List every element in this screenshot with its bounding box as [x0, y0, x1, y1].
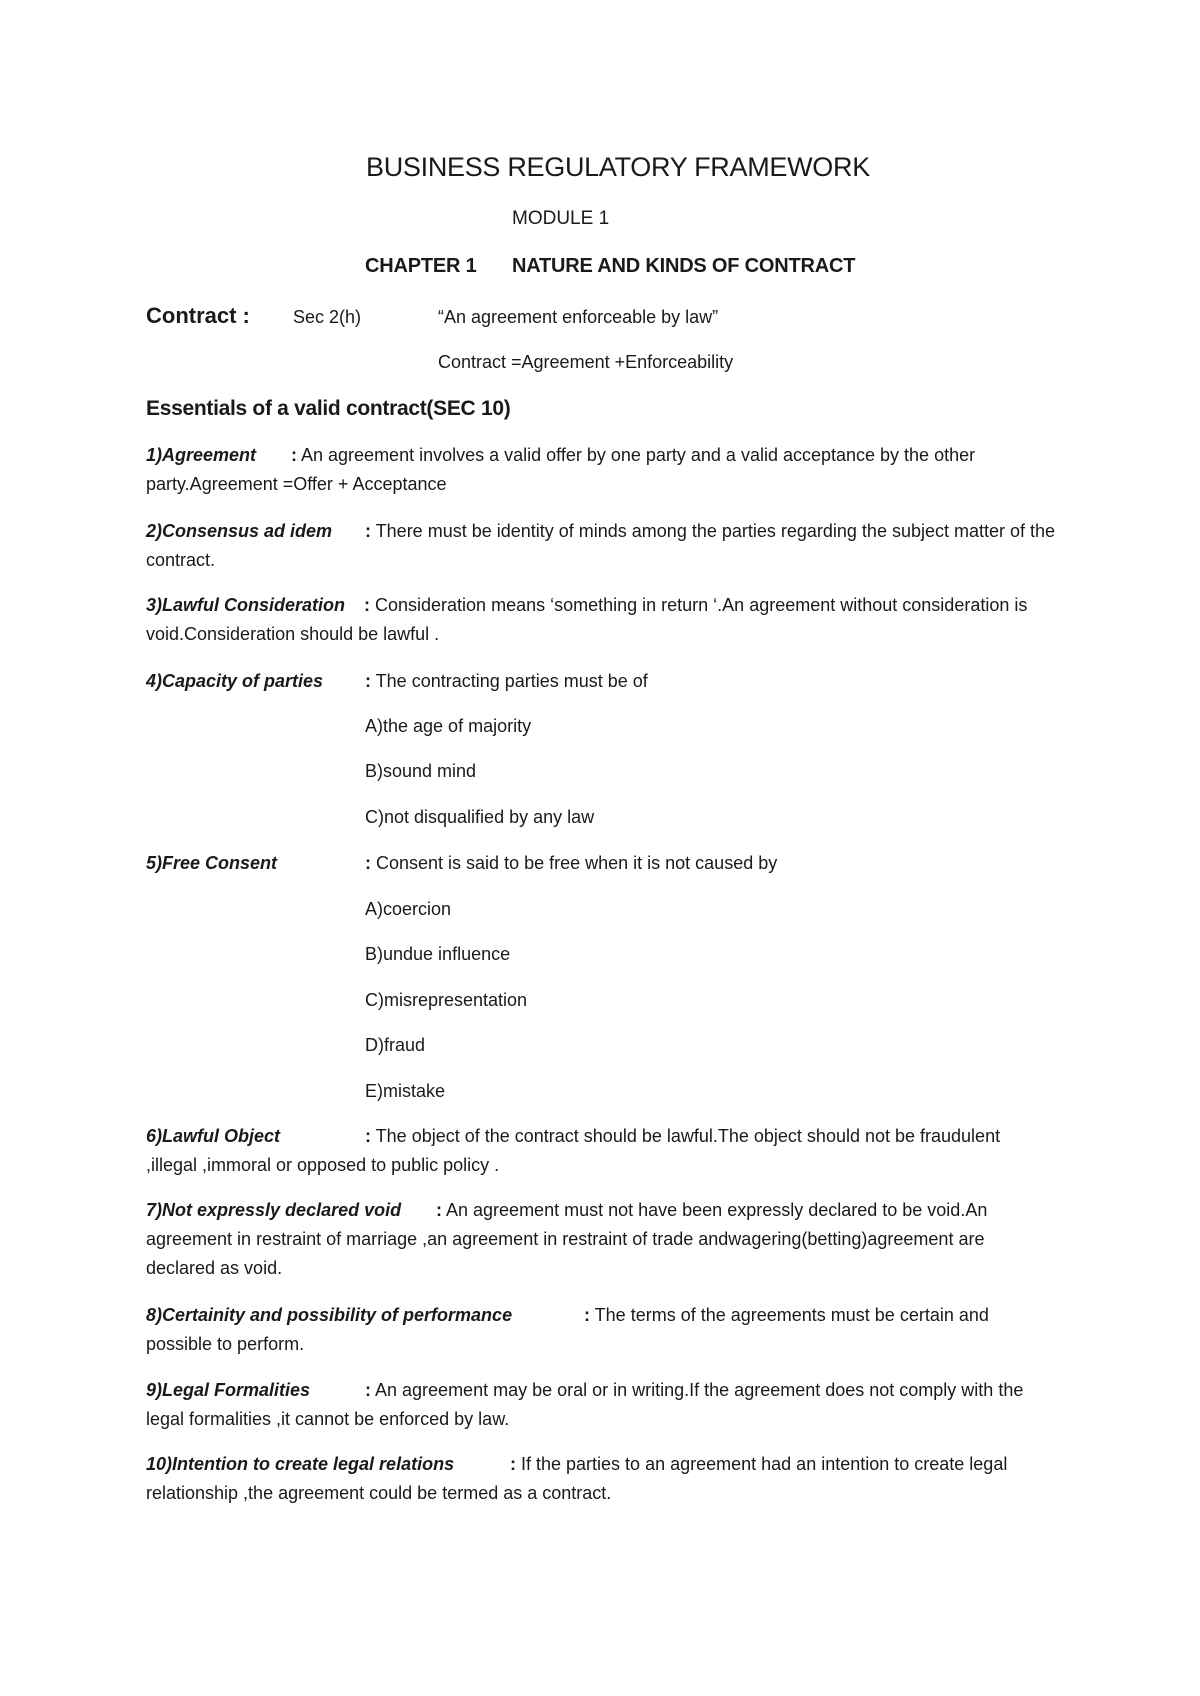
consent-subitem: D)fraud — [365, 1035, 426, 1055]
item-title: 4)Capacity of parties — [146, 671, 324, 691]
item-colon: : — [510, 1454, 516, 1474]
essential-item-2 — [146, 517, 1056, 575]
item-colon: : — [364, 595, 370, 615]
consent-subitem: A)coercion — [365, 899, 452, 919]
item-text: The terms of the agreements must be certain and possible to perform. — [146, 1305, 989, 1354]
contract-formula: Contract =Agreement +Enforceability — [438, 352, 734, 372]
item-text: The object of the contract should be lawful.The object should not be fraudulent ,illegal ,immoral or opposed to public policy . — [146, 1126, 1001, 1175]
consent-subitem: B)undue influence — [365, 944, 511, 964]
item-title: 3)Lawful Consideration — [146, 595, 346, 615]
consent-subitem: E)mistake — [365, 1081, 446, 1101]
consent-subitem: C)misrepresentation — [365, 990, 528, 1010]
item-colon: : — [365, 671, 371, 691]
item-colon: : — [365, 521, 371, 541]
capacity-subitem: C)not disqualified by any law — [365, 807, 595, 827]
item-title: 5)Free Consent — [146, 853, 278, 873]
item-title: 7)Not expressly declared void — [146, 1200, 402, 1220]
essentials-heading: Essentials of a valid contract(SEC 10) — [146, 397, 511, 420]
item-text: Consent is said to be free when it is not caused by — [371, 853, 778, 873]
item-title: 8)Certainity and possibility of performance — [146, 1305, 513, 1325]
chapter-number: CHAPTER 1 — [365, 255, 477, 277]
chapter-title: NATURE AND KINDS OF CONTRACT — [512, 255, 856, 277]
item-title: 6)Lawful Object — [146, 1126, 281, 1146]
item-text: An agreement must not have been expressly declared to be void.An agreement in restraint of marriage ,an agreement in restraint of trade andwagering(betting)agreement are declared as void. — [146, 1200, 988, 1278]
module-label: MODULE 1 — [512, 208, 610, 229]
essential-item-6 — [146, 1122, 1056, 1180]
item-text: There must be identity of minds among the parties regarding the subject matter of the contract. — [146, 521, 1056, 570]
item-title: 2)Consensus ad idem — [146, 521, 333, 541]
item-colon: : — [291, 445, 297, 465]
essential-item-5 — [146, 849, 1056, 878]
item-text: If the parties to an agreement had an intention to create legal relationship ,the agreement could be termed as a contract. — [146, 1454, 1008, 1503]
item-colon: : — [365, 853, 371, 873]
item-title: 10)Intention to create legal relations — [146, 1454, 455, 1474]
item-colon: : — [365, 1126, 371, 1146]
essential-item-1 — [146, 441, 1056, 499]
essential-item-10 — [146, 1450, 1056, 1508]
essential-item-3 — [146, 591, 1056, 649]
item-title: 1)Agreement — [146, 445, 257, 465]
essential-item-4 — [146, 667, 1056, 696]
contract-section: Sec 2(h) — [293, 307, 362, 327]
item-text: The contracting parties must be of — [371, 671, 648, 691]
capacity-subitem: A)the age of majority — [365, 716, 532, 736]
essential-item-8 — [146, 1301, 1056, 1359]
contract-label: Contract : — [146, 303, 250, 328]
item-colon: : — [584, 1305, 590, 1325]
document-title: BUSINESS REGULATORY FRAMEWORK — [366, 152, 870, 182]
item-title: 9)Legal Formalities — [146, 1380, 311, 1400]
essential-item-9 — [146, 1376, 1056, 1434]
item-colon: : — [365, 1380, 371, 1400]
item-text: An agreement involves a valid offer by one party and a valid acceptance by the other party.Agreement =Offer + Acceptance — [146, 445, 976, 494]
contract-definition: “An agreement enforceable by law” — [438, 307, 719, 327]
essential-item-7 — [146, 1196, 1056, 1283]
capacity-subitem: B)sound mind — [365, 761, 477, 781]
item-text: Consideration means ‘something in return ‘.An agreement without consideration is void.Consideration should be lawful . — [146, 595, 1028, 644]
item-text: An agreement may be oral or in writing.If the agreement does not comply with the legal formalities ,it cannot be enforced by law. — [146, 1380, 1024, 1429]
item-colon: : — [436, 1200, 442, 1220]
